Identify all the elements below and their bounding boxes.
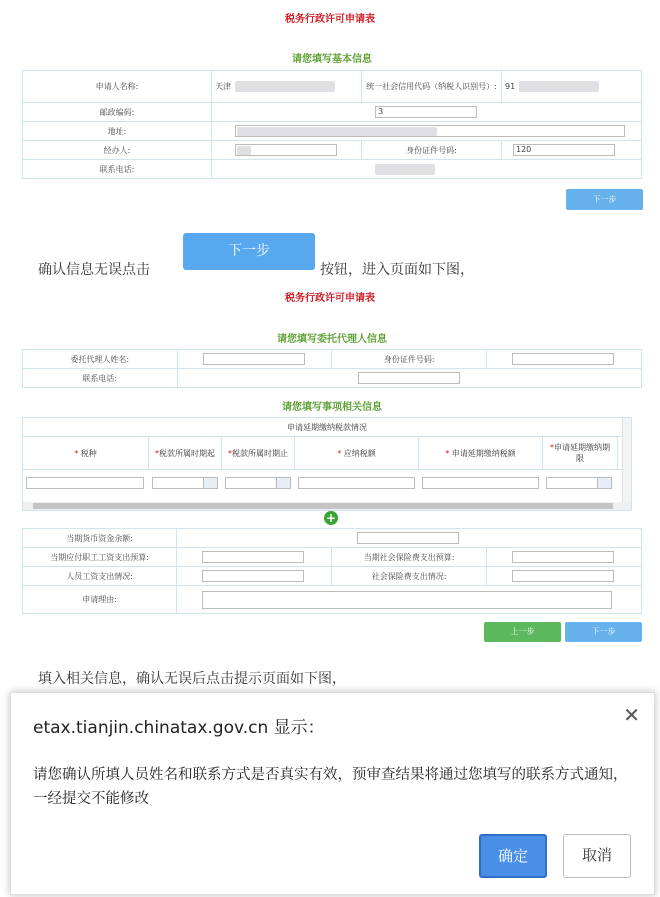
social-budget-input[interactable]: [512, 551, 614, 563]
wage-budget-cell: [177, 548, 332, 567]
id-number-label: 身份证件号码:: [362, 141, 502, 160]
form1-title: 税务行政许可申请表: [285, 14, 375, 25]
applicant-name-value: 天津: [215, 82, 232, 91]
agent-name-label: 委托代理人姓名:: [23, 350, 178, 369]
applicant-name-field[interactable]: [212, 71, 362, 103]
dialog-title: etax.tianjin.chinatax.gov.cn 显示：: [33, 718, 325, 738]
confirm-dialog: [10, 692, 655, 895]
id-number-value: 120: [515, 145, 532, 154]
phone-label: 联系电话:: [23, 160, 212, 179]
agent-section-title: 请您填写委托代理人信息: [277, 334, 387, 345]
postcode-input[interactable]: 3: [375, 106, 477, 118]
matters-section-title: 请您填写事项相关信息: [282, 402, 382, 413]
basic-info-table: [22, 70, 642, 179]
phone-cell: [212, 160, 642, 179]
col-header-deferral-amount: * 申请延期缴纳税额: [419, 437, 543, 469]
address-cell: [212, 122, 642, 141]
col-header-period-end: *税款所属时期止: [222, 437, 295, 469]
id-number-cell: [501, 141, 641, 160]
redacted-value: [237, 146, 251, 155]
tax-deferral-grid: [22, 417, 632, 511]
agent-phone-cell: [177, 369, 641, 388]
dialog-message: 请您确认所填人员姓名和联系方式是否真实有效，预审查结果将通过您填写的联系方式通知，一经提交不能修改: [33, 767, 628, 807]
agent-id-label: 身份证件号码:: [332, 350, 487, 369]
period-end-date[interactable]: [225, 477, 291, 489]
period-start-date[interactable]: [152, 477, 218, 489]
deferral-amount-input[interactable]: [422, 477, 539, 489]
credit-code-label: 统一社会信用代码（纳税人识别号）:: [362, 71, 502, 103]
address-input[interactable]: [235, 125, 625, 137]
social-expense-cell: [487, 567, 642, 586]
redacted-value: [519, 81, 599, 92]
address-label: 地址:: [23, 122, 212, 141]
postcode-label: 邮政编码:: [23, 103, 212, 122]
grid-caption: 申请延期缴纳税款情况: [23, 418, 631, 437]
wage-budget-label: 当期应付职工工资支出预算:: [23, 548, 177, 567]
instruction2: 填入相关信息，确认无误后点击提示页面如下图，: [38, 671, 346, 687]
grid-header-row: [23, 437, 631, 470]
credit-code-value: 91: [504, 82, 516, 91]
reason-input[interactable]: [202, 591, 612, 609]
col-header-tax-payable: * 应纳税额: [295, 437, 419, 469]
redacted-value: [237, 127, 437, 136]
reason-label: 申请理由:: [23, 586, 177, 614]
social-expense-label: 社会保险费支出情况:: [332, 567, 487, 586]
tax-type-select[interactable]: [26, 477, 144, 489]
scrollbar-thumb[interactable]: [33, 503, 613, 509]
col-header-period-start: *税款所属时期起: [149, 437, 222, 469]
agent-name-cell: [177, 350, 332, 369]
wage-expense-cell: [177, 567, 332, 586]
redacted-value: [235, 81, 335, 92]
agent-id-input[interactable]: [512, 353, 614, 365]
social-expense-input[interactable]: [512, 570, 614, 582]
tax-payable-input[interactable]: [298, 477, 415, 489]
agent-phone-label: 联系电话:: [23, 369, 178, 388]
cancel-button[interactable]: 取消: [563, 834, 631, 878]
social-budget-label: 当期社会保险费支出预算:: [332, 548, 487, 567]
form2-next-button[interactable]: 下一步: [565, 622, 642, 642]
wage-expense-label: 人员工资支出情况:: [23, 567, 177, 586]
prev-button[interactable]: 上一步: [484, 622, 561, 642]
form2-title: 税务行政许可申请表: [285, 293, 375, 304]
postcode-cell: [212, 103, 642, 122]
finance-info-table: [22, 528, 642, 614]
inline-next-button-image: 下一步: [183, 233, 315, 270]
cash-balance-input[interactable]: [357, 532, 459, 544]
calendar-icon[interactable]: [597, 478, 611, 488]
form1-next-button[interactable]: 下一步: [566, 189, 643, 210]
grid-input-row: [23, 470, 631, 494]
agent-phone-input[interactable]: [358, 372, 460, 384]
close-icon[interactable]: ✕: [623, 703, 640, 727]
add-row-icon[interactable]: +: [325, 511, 337, 525]
credit-code-field[interactable]: [501, 71, 641, 103]
instruction1-before: 确认信息无误点击: [38, 262, 150, 278]
agent-info-table: [22, 349, 642, 388]
calendar-icon[interactable]: [276, 478, 290, 488]
redacted-value: [375, 164, 435, 175]
cash-balance-label: 当期货币资金余额:: [23, 529, 177, 548]
deferral-term-date[interactable]: [546, 477, 612, 489]
ok-button[interactable]: 确定: [479, 834, 547, 878]
wage-budget-input[interactable]: [202, 551, 304, 563]
social-budget-cell: [487, 548, 642, 567]
grid-horizontal-scrollbar[interactable]: [23, 502, 631, 510]
wage-expense-input[interactable]: [202, 570, 304, 582]
cash-balance-cell: [177, 529, 642, 548]
calendar-icon[interactable]: [203, 478, 217, 488]
agent-name-input[interactable]: [203, 353, 305, 365]
applicant-name-label: 申请人名称:: [23, 71, 212, 103]
handler-cell: [212, 141, 362, 160]
id-number-input[interactable]: [513, 144, 615, 156]
col-header-tax-type: * 税种: [23, 437, 149, 469]
grid-vertical-scrollbar[interactable]: [622, 418, 631, 502]
agent-id-cell: [487, 350, 642, 369]
handler-label: 经办人:: [23, 141, 212, 160]
handler-input[interactable]: [235, 144, 337, 156]
instruction1-after: 按钮，进入页面如下图，: [320, 262, 474, 278]
col-header-deferral-term: *申请延期缴纳期限: [543, 437, 618, 469]
reason-cell: [177, 586, 642, 614]
form1-section-title: 请您填写基本信息: [292, 54, 372, 65]
